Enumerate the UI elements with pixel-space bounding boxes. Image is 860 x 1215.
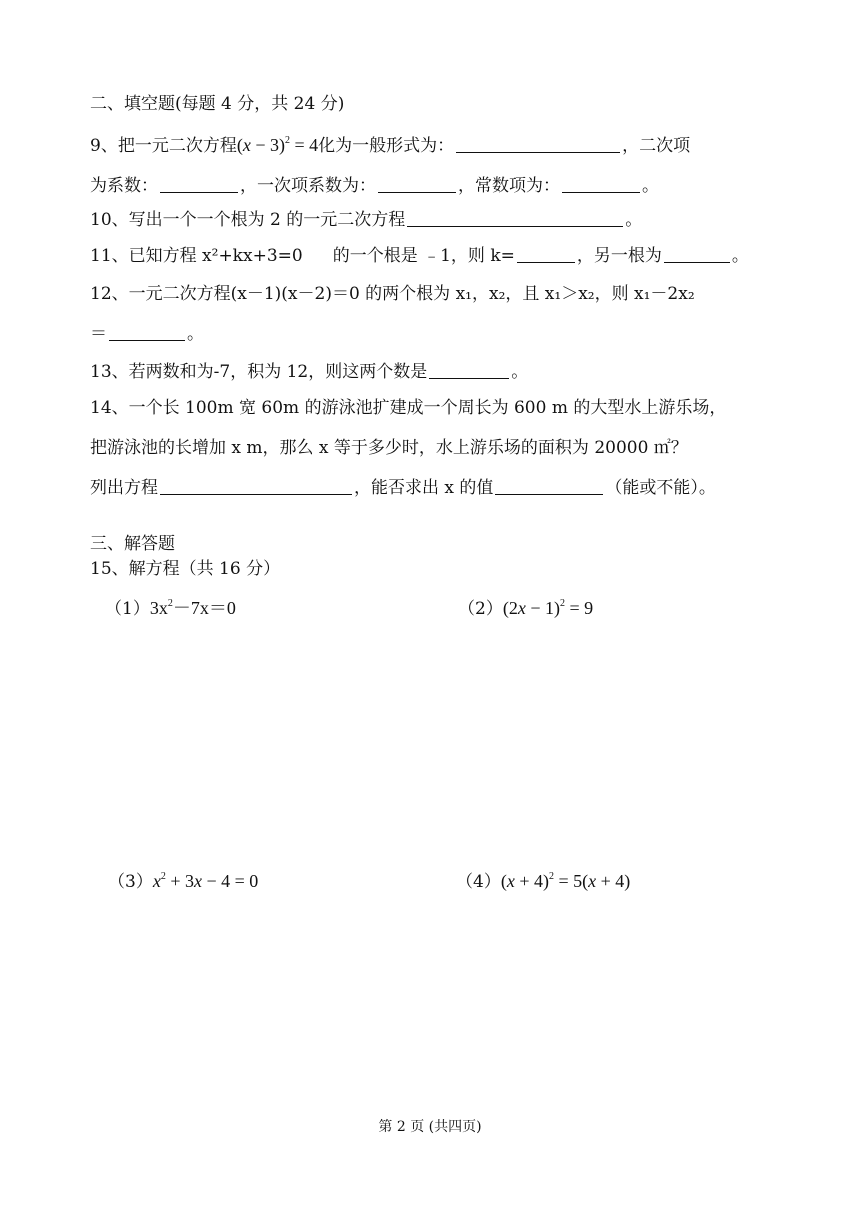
q9-prefix: 9、把一元二次方程	[90, 136, 237, 156]
q12-answer-blank[interactable]	[109, 324, 185, 341]
q15-p1-label: （1）	[105, 599, 150, 619]
question-14-line-3	[90, 478, 716, 497]
q11-other-root-blank[interactable]	[664, 246, 730, 263]
q15-p3-equation: $x^2 + 3x - 4 = 0$	[152, 871, 259, 891]
q15-part-4	[456, 872, 630, 891]
section-3-title: 三、解答题	[90, 534, 175, 554]
question-14-line-2: 把游泳池的长增加 x m，那么 x 等于多少时，水上游乐场的面积为 20000 ㎡？	[90, 438, 688, 458]
question-12-line-2	[90, 324, 204, 343]
q9-line2-end: 。	[642, 176, 659, 196]
question-10	[90, 210, 642, 229]
q11-end: 。	[731, 246, 749, 266]
q9-line2-a: 为系数：	[90, 176, 158, 196]
q15-part-1	[105, 599, 236, 618]
q12-equals: ＝	[90, 324, 107, 344]
q11-k-blank[interactable]	[517, 246, 575, 263]
q9-after-blank: ，二次项	[622, 136, 691, 156]
q12-end: 。	[187, 324, 204, 344]
q14-end: （能或不能）。	[605, 478, 716, 498]
q15-part-3	[108, 872, 258, 891]
q15-p2-label: （2）	[458, 599, 503, 619]
q10-text: 10、写出一个一个根为 2 的一元二次方程	[90, 210, 406, 230]
q9-line2-b: ，一次项系数为：	[240, 176, 376, 196]
q9-line2-c: ，常数项为：	[458, 176, 560, 196]
q10-end: 。	[625, 210, 643, 230]
q9-mid: 化为一般形式为：	[318, 136, 455, 156]
q15-p4-equation: $(x + 4)^2 = 5(x + 4)$	[500, 871, 631, 891]
page-footer: 第 2 页 (共四页)	[378, 1119, 482, 1135]
section-2-title: 二、填空题(每题 4 分，共 24 分)	[90, 94, 345, 114]
q11-other-root-label: ，另一根为	[576, 246, 662, 266]
q15-p4-label: （4）	[456, 872, 501, 892]
q9-constant-blank[interactable]	[562, 176, 640, 193]
q15-part-2	[458, 599, 593, 618]
q14-solve-blank[interactable]	[495, 478, 603, 495]
q15-p3-label: （3）	[108, 872, 153, 892]
q15-p2-equation: $(2x - 1)^2 = 9$	[502, 598, 594, 618]
question-13	[90, 362, 528, 381]
q13-end: 。	[511, 362, 529, 382]
question-14-line-1: 14、一个长 100m 宽 60m 的游泳池扩建成一个周长为 600 m 的大型水上游乐场，	[90, 398, 727, 418]
q9-general-form-blank[interactable]	[456, 136, 620, 153]
q14-solve-label: ，能否求出 x 的值	[354, 478, 494, 498]
q14-equation-label: 列出方程	[90, 478, 158, 498]
q9-quadratic-coef-blank[interactable]	[160, 176, 238, 193]
question-15-title: 15、解方程（共 16 分）	[90, 559, 281, 579]
q11-text: 的一个根是 ﹣1，则 k=	[332, 246, 515, 266]
question-9-line-2	[90, 176, 659, 195]
q11-equation: 11、已知方程 x²+kx+3=0	[90, 246, 303, 266]
q10-equation-blank[interactable]	[407, 210, 623, 227]
q13-text: 13、若两数和为-7，积为 12，则这两个数是	[90, 362, 428, 382]
question-11	[90, 246, 749, 265]
question-9-line-1	[90, 136, 690, 155]
question-12-line-1: 12、一元二次方程(x－1)(x－2)＝0 的两个根为 x₁，x₂，且 x₁＞x₂，则 x₁－2x₂	[90, 284, 695, 304]
q9-equation: $(x - 3)^2 = 4$	[236, 135, 319, 155]
q9-linear-coef-blank[interactable]	[378, 176, 456, 193]
q13-answer-blank[interactable]	[429, 362, 509, 379]
q14-equation-blank[interactable]	[160, 478, 352, 495]
q15-p1-equation: $3x^2-7x=0$	[149, 598, 236, 618]
